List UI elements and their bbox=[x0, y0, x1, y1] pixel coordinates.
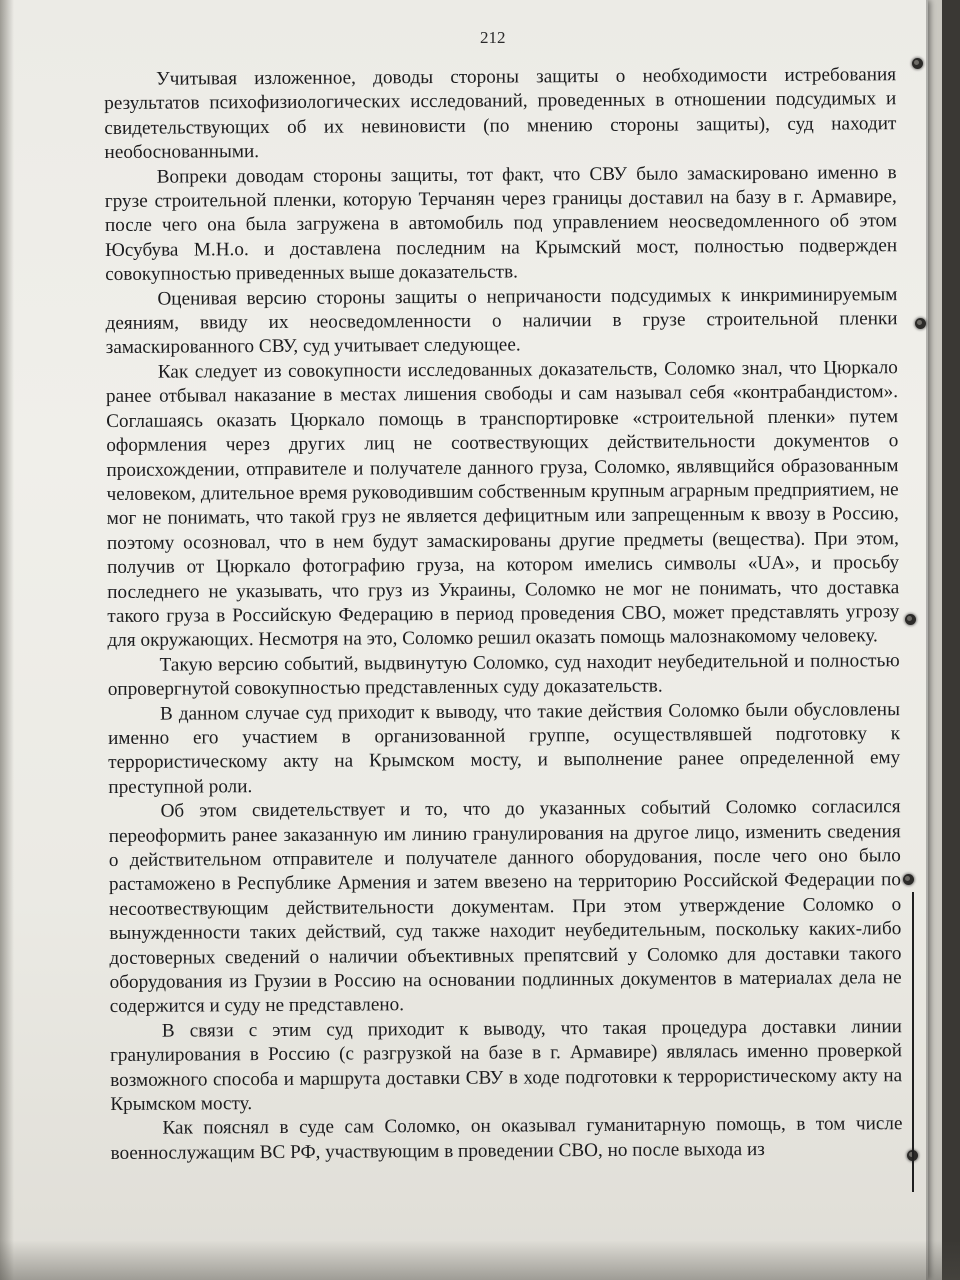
paragraph-8: В связи с этим суд приходит к выводу, что такая процедура доставки линии гранулирования в Россию (с разгрузкой на базе в г. Армавире) являлась именно проверкой возможного способа и маршрута доставки СВУ в ходе подготовки к террористическому акту на Крымском мосту. bbox=[109, 1015, 903, 1116]
page-right-edge bbox=[926, 0, 928, 1280]
binding-hole-4 bbox=[903, 874, 914, 885]
binding-hole-3 bbox=[905, 614, 916, 625]
document-body bbox=[104, 63, 903, 1166]
paragraph-1: Учитывая изложенное, доводы стороны защиты о необходимости истребования результатов психофизиологических исследований, проведенных в отношении подсудимых и свидетельствующих об их невиновисти (по мнению стороны защиты), суд находит необоснованными. bbox=[104, 64, 897, 164]
paragraph-6: В данном случае суд приходит к выводу, что такие действия Соломко были обусловлены именно его участием в организованной группе, осуществлявшей подготовку к террористическому акту на Крымском мосту, и выполнение ранее определенной ему преступной роли. bbox=[108, 698, 901, 798]
paragraph-7: Об этом свидетельствует и то, что до указанных событий Соломко согласился переоформить ранее заказанную им линию гранулирования на другое лицо, изменить сведения о действительном отправителе и получателе данного оборудования, после чего оно было растаможено в Республике Армения и затем ввезено на территорию Российской Федерации по несоотвествующим действительности документам. При этом утверждение Соломко о вынужденности таких действий, суд также находит неубедительным, поскольку каких-либо достоверных сведений о наличии объективных препятсвий у Соломко для доставки такого оборудования из Грузии в Россию на основании подлинных документов в материалах дела не содержится и суду не представлено. bbox=[108, 796, 902, 1018]
paragraph-2: Вопреки доводам стороны защиты, тот факт, что СВУ было замаскировано именно в грузе строительной пленки, которую Терчанян через границы доставил на базу в г. Армавире, после чего она была загружена в автомобиль под управлением неосведомленного об этом Юсубува М.Н.о. и доставлена последним на Крымский мост, полностью подвержден совокупностью приведенных выше доказательств. bbox=[104, 161, 898, 286]
paragraph-4: Как следует из совокупности исследованных доказательств, Соломко знал, что Цюркало ранее отбывал наказание в местах лишения свободы и сам называл себя «контрабандистом». Соглашаясь оказать Цюркало помощь в транспортировке «строительной пленки» путем оформления через других лиц не соотвествующих действительности документов о происхождении, отправителе и получателе данного груза, Соломко, являвщийся образованным человеком, длительное время руководившим собственным крупным аграрным предприятием, не мог не понимать, что такой груз не является дефицитным или запрещенным к ввозу в Россию, поэтому осозновал, что в нем будут замаскированы другие предметы (вещества). При этом, получив от Цюркало фотографию груза, на котором имелись символы «UA», и просьбу последнего не указывать, что груз из Украины, Соломко не мог не понимать, что доставка такого груза в Российскую Федерацию в период проведения СВО, может представлять угрозу для окружающих. Несмотря на это, Соломко решил оказать помощь малознакомому человеку. bbox=[105, 357, 900, 652]
binding-hole-1 bbox=[912, 58, 923, 69]
paragraph-5: Такую версию событий, выдвинутую Соломко, суд находит неубедительной и полностью опровергнутой совокупностью представленных суду доказательств. bbox=[107, 649, 900, 701]
page-left-shadow bbox=[0, 0, 14, 1280]
paragraph-9: Как пояснял в суде сам Соломко, он оказывал гуманитарную помощь, в том числе военнослужащим ВС РФ, участвующим в проведении СВО, но после выхода из bbox=[110, 1113, 903, 1164]
margin-line bbox=[912, 892, 914, 1192]
page-number: 212 bbox=[480, 28, 506, 47]
paragraph-3: Оценивая версию стороны защиты о непричаности подсудимых к инкриминируемым деяниям, ввиду их неосведомленности о наличии в грузе строительной пленки замаскированного СВУ, суд учитывает следующее. bbox=[105, 283, 898, 359]
binding-hole-2 bbox=[915, 318, 926, 329]
bottom-shadow bbox=[0, 1240, 960, 1280]
